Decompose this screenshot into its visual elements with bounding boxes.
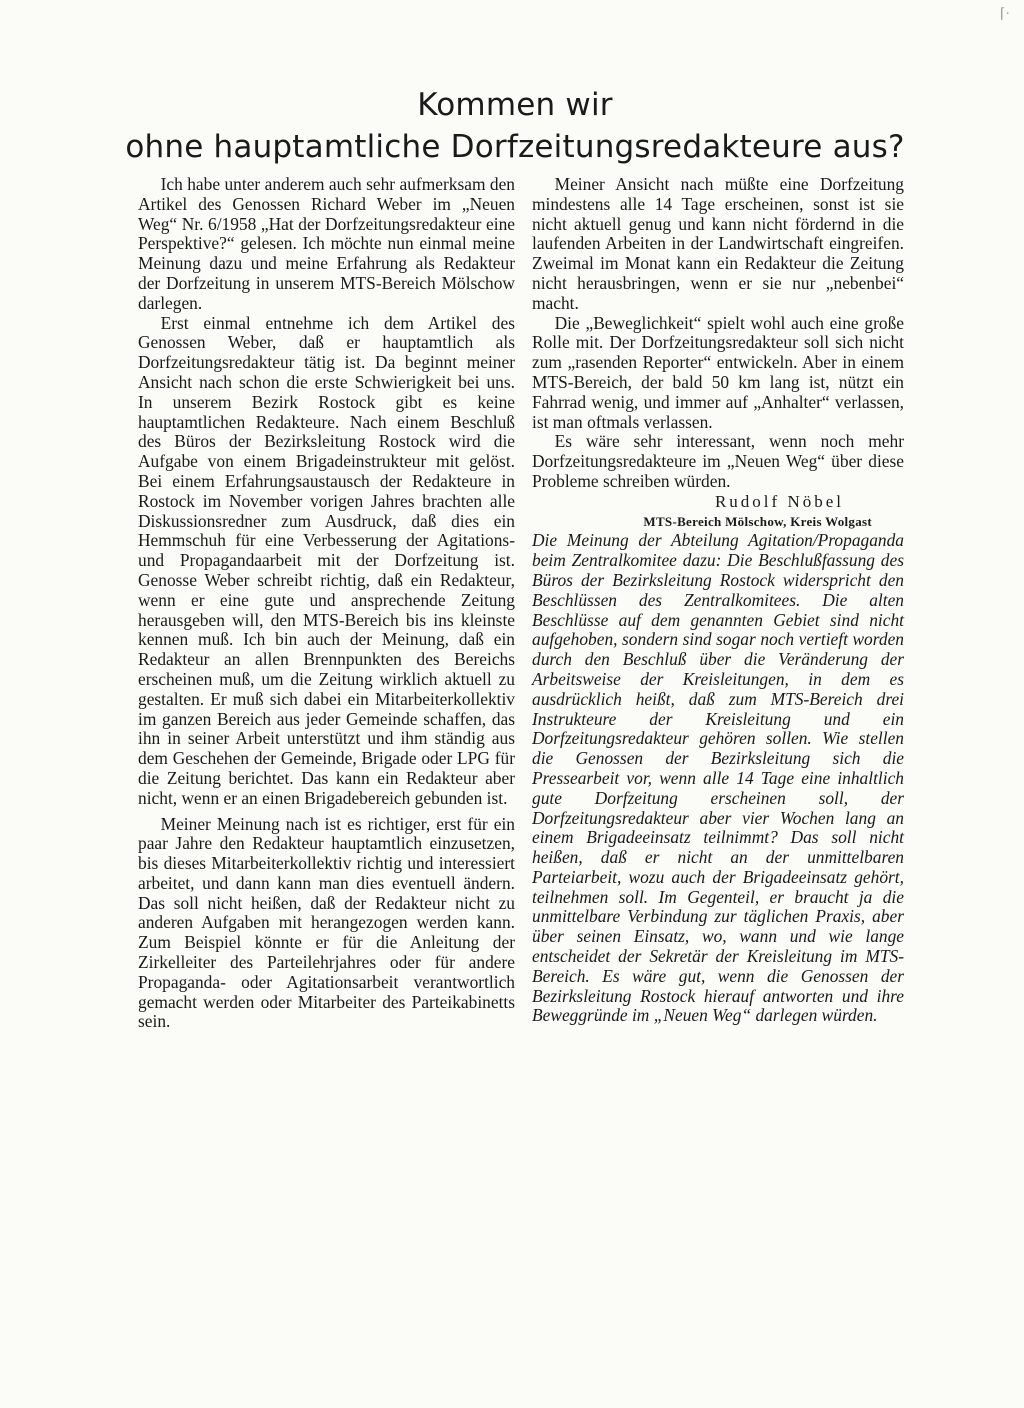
paragraph: Die „Beweglichkeit“ spielt wohl auch eine große Rolle mit. Der Dorfzeitungsredakteur soll sich nicht zum „rasenden Reporter“ entwickeln. Aber in einem MTS-Bereich, der bald 50 km lang ist, nützt ein Fahrrad wenig, und immer auf „Anhalter“ verlassen, ist man oftmals verlassen. [532, 312, 904, 432]
author-name: Rudolf Nöbel [714, 491, 844, 511]
paragraph: Es wäre sehr interessant, wenn noch mehr Dorfzeitungsredakteure im „Neuen Weg“ über diese Probleme schreiben würden. [532, 431, 904, 491]
corner-mark: ⌈· [999, 7, 1010, 22]
paragraph: Ich habe unter anderem auch sehr aufmerksam den Artikel des Genossen Richard Weber im „Neuen Weg“ Nr. 6/1958 „Hat der Dorfzeitungsredakteur eine Perspektive?“ gelesen. Ich möchte nun einmal meine Meinung dazu und meine Erfahrung als Redakteur der Dorfzeitung in unserem MTS-Bereich Mölschow darlegen. [138, 174, 515, 313]
paragraph: Meiner Meinung nach ist es richtiger, erst für ein paar Jahre den Redakteur hauptamtlich einzusetzen, bis dieses Mitarbeiterkollektiv richtig und interessiert arbeitet, und dann kann man dies eventuell ändern. Das soll nicht heißen, daß der Redakteur nicht zu anderen Aufgaben mit herangezogen werden kann. Zum Beispiel könnte er für die Anleitung der Zirkelleiter des Parteilehrjahres oder für andere Propaganda- oder Agitationsarbeit verantwortlich gemacht werden oder Mitarbeiter des Parteikabinetts sein. [138, 813, 515, 1032]
paragraph: Meiner Ansicht nach müßte eine Dorfzeitung mindestens alle 14 Tage erscheinen, sonst ist sie nicht aktuell genug und kann nicht fördernd in die laufenden Arbeiten in der Landwirtschaft eingreifen. Zweimal im Monat kann ein Redakteur die Zeitung nicht herausbringen, wenn er sie nur „nebenbei“ macht. [532, 174, 904, 313]
title-line-1: Kommen wir [417, 87, 613, 123]
title-line-2: ohne hauptamtliche Dorfzeitungsredakteure aus? [125, 129, 905, 165]
article-title [120, 84, 910, 168]
author-place: MTS-Bereich Mölschow, Kreis Wolgast [643, 513, 872, 529]
editorial-comment: Die Meinung der Abteilung Agitation/Propaganda beim Zentralkomitee dazu: Die Beschlußfassung des Büros der Bezirksleitung Rostock widerspricht den Beschlüssen des Zentralkomitees. Die alten Beschlüsse auf dem genannten Gebiet sind nicht aufgehoben, sondern sind sogar noch vertieft worden durch den Beschluß über die Veränderung der Arbeitsweise der Kreisleitungen, in dem es ausdrücklich heißt, daß zum MTS-Bereich drei Instrukteure der Kreisleitung und ein Dorfzeitungsredakteur gehören sollen. Wie stellen die Genossen der Bezirksleitung sich die Pressearbeit vor, wenn alle 14 Tage eine inhaltlich gute Dorfzeitung erscheinen soll, der Dorfzeitungsredakteur aber vier Wochen lang an einem Brigadeeinsatz teilnimmt? Das soll nicht heißen, daß er nicht an der unmittelbaren Parteiarbeit, wozu auch der Brigadeeinsatz gehört, teilnehmen soll. Im Gegenteil, er braucht ja die unmittelbare Verbindung zur täglichen Praxis, aber über seinen Einsatz, wo, wann und wie lange entscheidet der Sekretär der Kreisleitung im MTS-Bereich. Es wäre gut, wenn die Genossen der Bezirksleitung Rostock hierauf antworten und ihre Beweggründe im „Neuen Weg“ darlegen würden. [532, 530, 904, 1026]
paragraph: Erst einmal entnehme ich dem Artikel des Genossen Weber, daß er hauptamtlich als Dorfzeitungsredakteur tätig ist. Da beginnt meiner Ansicht nach schon die erste Schwierigkeit bei uns. In unserem Bezirk Rostock gibt es keine hauptamtlichen Redakteure. Nach einem Beschluß des Büros der Bezirksleitung Rostock wird die Aufgabe von einem Brigadeinstrukteur mit gelöst. Bei einem Erfahrungsaustausch der Redakteure in Rostock im November vorigen Jahres brachten alle Diskussionsredner zum Ausdruck, daß dies ein Hemmschuh für eine Verbesserung der Agitations- und Propagandaarbeit mit der Dorfzeitung ist. Genosse Weber schreibt richtig, daß ein Redakteur, wenn er eine gute und ansprechende Zeitung herausgeben will, den MTS-Bereich bis ins kleinste kennen muß. Ich bin auch der Meinung, daß ein Redakteur an allen Brennpunkten des Bereichs erscheinen muß, um die Zeitung wirklich aktuell zu gestalten. Er muß sich dabei ein Mitarbeiterkollektiv im ganzen Bereich aus jeder Gemeinde schaffen, das ihn in seiner Arbeit unterstützt und ihm ständig aus dem Geschehen der Gemeinde, Brigade oder LPG für die Zeitung berichtet. Das kann ein Redakteur aber nicht, wenn er an einen Brigadebereich gebunden ist. [138, 312, 515, 808]
left-column [138, 175, 515, 1032]
right-column [532, 175, 904, 1026]
